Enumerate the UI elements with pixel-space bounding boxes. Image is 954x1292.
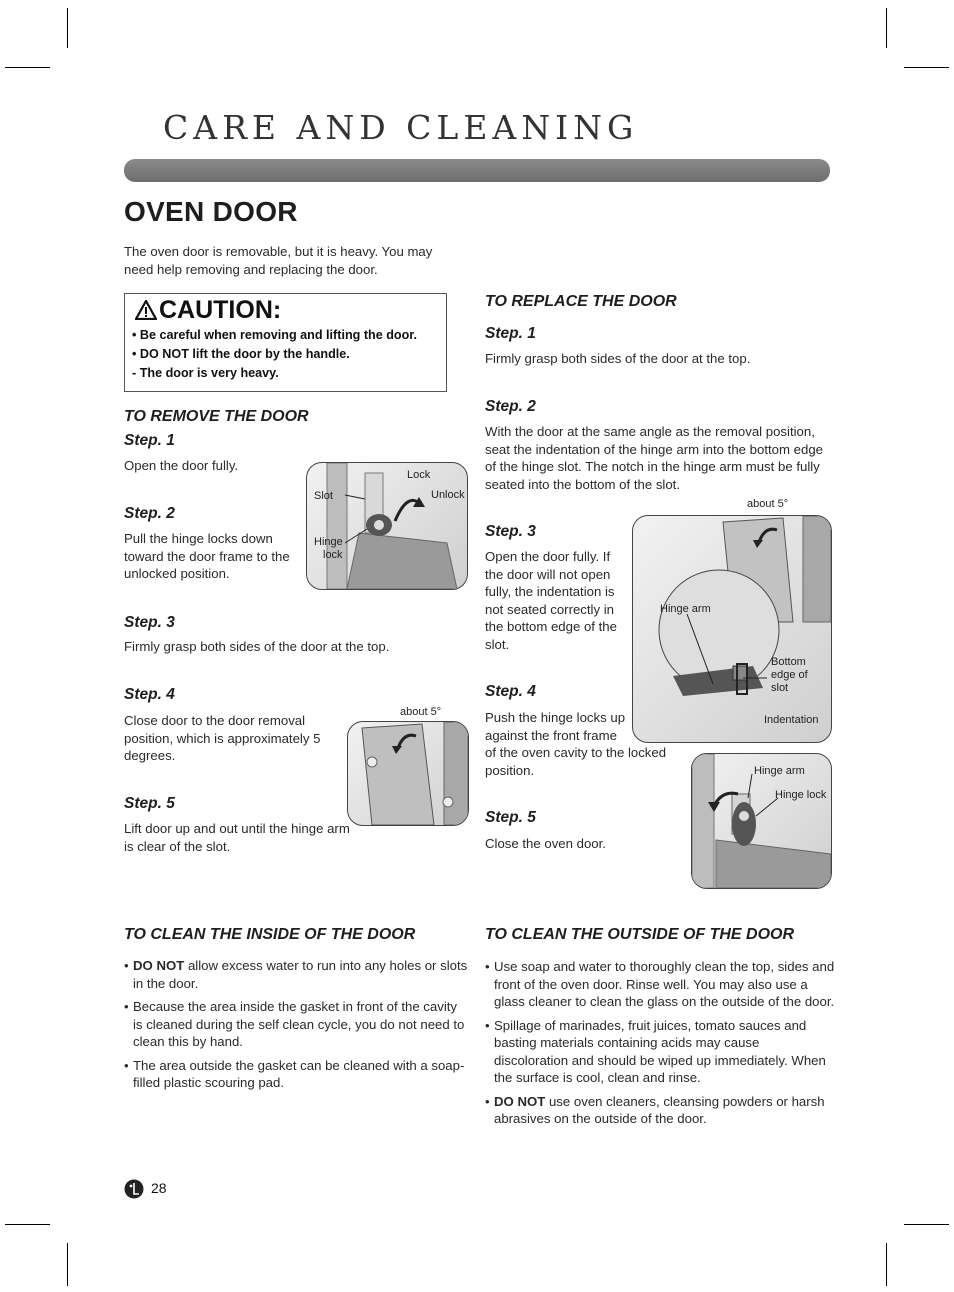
unlock-label: Unlock — [431, 489, 465, 501]
replace-step-3-text: Open the door fully. If the door will not open fully, the indentation is not seated correctly in the bottom edge of the slot. — [485, 549, 617, 652]
lock-label: Lock — [407, 469, 431, 481]
bottom-edge-label: Bottom edge of slot — [771, 656, 808, 694]
clean-inside-list — [124, 957, 469, 1098]
replace-step-4-text: Push the hinge locks up against the front frame of the oven cavity to the locked position. — [485, 710, 667, 778]
list-item: • Spillage of marinades, fruit juices, tomato sauces and basting materials containing acids may cause discoloration and should be wiped up immediately. When the surface is cool, clean and rinse. — [485, 1017, 837, 1087]
crop-mark — [904, 67, 949, 68]
crop-mark — [5, 1224, 50, 1225]
remove-step-2: Step. 2 — [124, 505, 175, 522]
remove-step-3: Step. 3 — [124, 614, 175, 631]
list-item: • DO NOT use oven cleaners, cleansing powders or harsh abrasives on the outside of the door. — [485, 1093, 837, 1128]
remove-heading: TO REMOVE THE DOOR — [124, 408, 309, 425]
caution-line: • DO NOT lift the door by the handle. — [132, 347, 350, 361]
page-number: 28 — [151, 1180, 167, 1196]
hinge-lock-up-illustration — [691, 753, 832, 889]
remove-step-1: Step. 1 — [124, 432, 175, 449]
hinge-arm-illustration — [632, 515, 832, 743]
angle-label: about 5° — [747, 498, 789, 510]
replace-step-3: Step. 3 — [485, 523, 536, 540]
crop-mark — [67, 8, 68, 48]
replace-step-2-text: With the door at the same angle as the removal position, seat the indentation of the hinge arm into the bottom edge of the hinge slot. The notch in the hinge arm must be fully seated into the bottom of the slot. — [485, 424, 823, 492]
remove-step-5-text: Lift door up and out until the hinge arm is clear of the slot. — [124, 821, 350, 854]
slot-label: Slot — [314, 490, 333, 502]
hinge-arm-label: Hinge arm — [660, 603, 711, 615]
remove-step-4: Step. 4 — [124, 686, 175, 703]
crop-mark — [886, 1243, 887, 1286]
crop-mark — [904, 1224, 949, 1225]
hinge-illustration-icon — [307, 463, 467, 589]
hinge-lock-illustration — [306, 462, 468, 590]
caution-line: • Be careful when removing and lifting the door. — [132, 328, 418, 342]
door-angle-illustration — [347, 721, 469, 826]
remove-step-5: Step. 5 — [124, 795, 175, 812]
crop-mark — [5, 67, 50, 68]
hinge-arm-detail-icon — [633, 516, 831, 742]
remove-step-4-text: Close door to the door removal position, which is approximately 5 degrees. — [124, 713, 321, 763]
replace-heading: TO REPLACE THE DOOR — [485, 293, 677, 310]
remove-step-2-text: Pull the hinge locks down toward the door frame to the unlocked position. — [124, 531, 290, 581]
replace-step-1: Step. 1 — [485, 325, 536, 342]
replace-step-2: Step. 2 — [485, 398, 536, 415]
caution-heading: CAUTION: — [135, 296, 281, 325]
hinge-lock-label: Hinge lock — [314, 536, 343, 561]
crop-mark — [886, 8, 887, 48]
angle-label: about 5° — [400, 706, 442, 718]
warning-icon — [135, 300, 157, 320]
list-item: • The area outside the gasket can be cleaned with a soap-filled plastic scouring pad. — [124, 1057, 469, 1092]
replace-step-5-text: Close the oven door. — [485, 836, 606, 851]
clean-inside-heading: TO CLEAN THE INSIDE OF THE DOOR — [124, 926, 416, 943]
replace-step-4: Step. 4 — [485, 683, 536, 700]
crop-mark — [67, 1243, 68, 1286]
remove-step-1-text: Open the door fully. — [124, 458, 239, 473]
clean-outside-list — [485, 958, 837, 1134]
replace-step-5: Step. 5 — [485, 809, 536, 826]
header-bar — [124, 159, 830, 182]
section-title: CARE AND CLEANING — [163, 108, 639, 147]
list-item: • Because the area inside the gasket in front of the cavity is cleaned during the self clean cycle, you do not need to clean this by hand. — [124, 998, 469, 1051]
intro-text: The oven door is removable, but it is heavy. You may need help removing and replacing the door. — [124, 244, 433, 277]
hinge-arm-label: Hinge arm — [754, 765, 805, 777]
list-item: • DO NOT allow excess water to run into any holes or slots in the door. — [124, 957, 469, 992]
door-illustration-icon — [348, 722, 468, 825]
page-title: OVEN DOOR — [124, 196, 298, 227]
caution-box — [124, 293, 447, 392]
indentation-label: Indentation — [764, 714, 819, 726]
caution-line: - The door is very heavy. — [132, 366, 279, 380]
clean-outside-heading: TO CLEAN THE OUTSIDE OF THE DOOR — [485, 926, 795, 943]
hinge-lock-label: Hinge lock — [775, 789, 827, 801]
replace-step-1-text: Firmly grasp both sides of the door at the top. — [485, 351, 751, 366]
list-item: • Use soap and water to thoroughly clean the top, sides and front of the oven door. Rinse well. You may also use a glass cleaner to clean the glass on the outside of the door. — [485, 958, 837, 1011]
remove-step-3-text: Firmly grasp both sides of the door at the top. — [124, 639, 390, 654]
lg-logo-icon — [124, 1179, 144, 1199]
